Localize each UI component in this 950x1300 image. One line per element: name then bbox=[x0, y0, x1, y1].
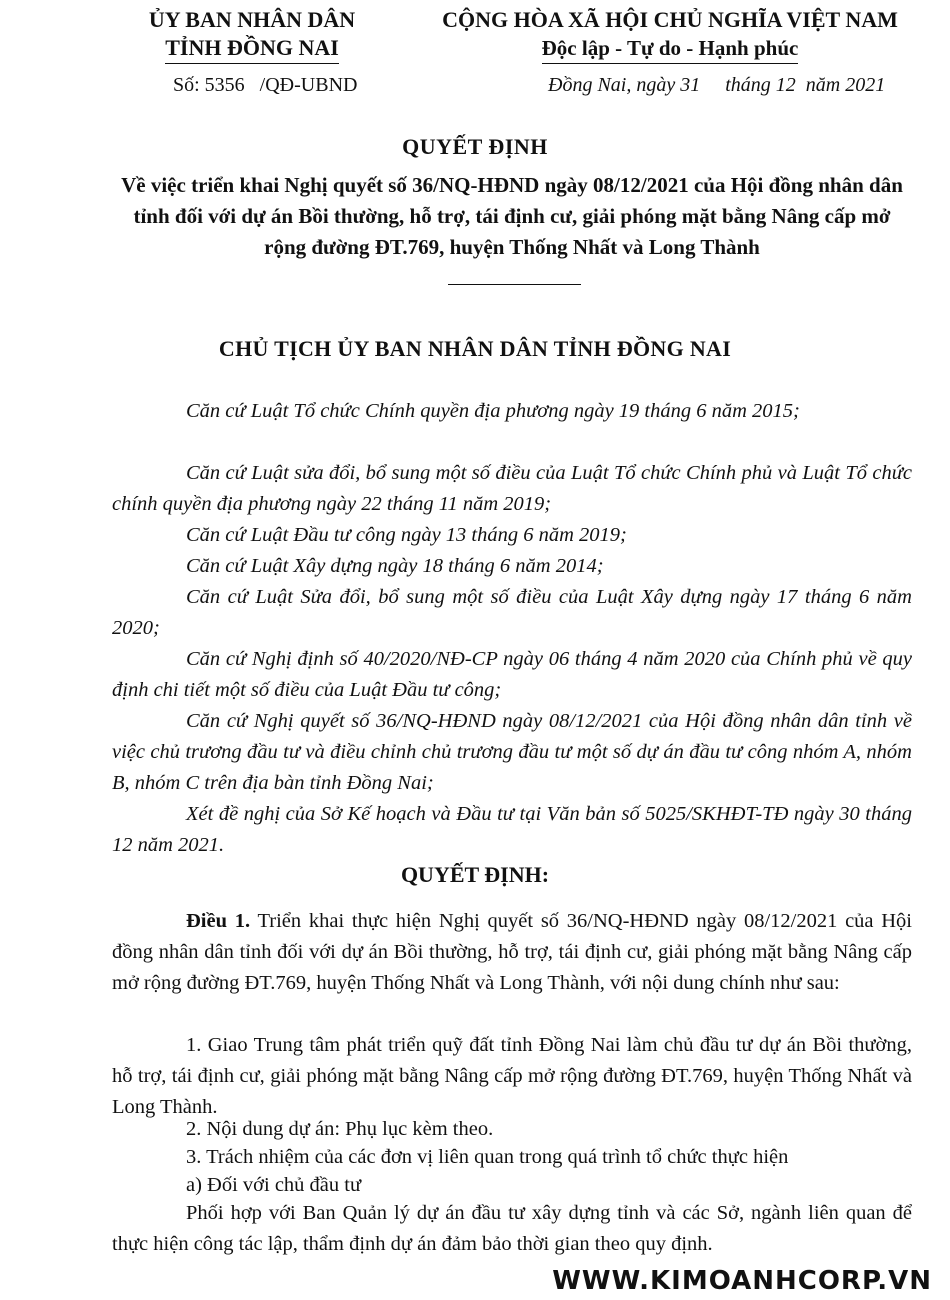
article-1-item-3a-text: Phối hợp với Ban Quản lý dự án đầu tư xây dựng tỉnh và các Sở, ngành liên quan để thực hiện công tác lập, thẩm định dự án đảm bảo thời gian theo quy định. bbox=[112, 1202, 912, 1255]
decision-heading: QUYẾT ĐỊNH: bbox=[400, 862, 550, 887]
national-motto-block bbox=[420, 6, 920, 64]
issuer-line-2: TỈNH ĐỒNG NAI bbox=[165, 34, 339, 64]
article-1-text: Triển khai thực hiện Nghị quyết số 36/NQ-HĐND ngày 08/12/2021 của Hội đồng nhân dân tỉnh đối với dự án Bồi thường, hỗ trợ, tái định cư, giải phóng mặt bằng Nâng cấp mở rộng đường ĐT.769, huyện Thống Nhất và Long Thành, với nội dung chính như sau: bbox=[112, 910, 912, 994]
issuer-line-1: ỦY BAN NHÂN DÂN bbox=[148, 7, 356, 32]
country-name: CỘNG HÒA XÃ HỘI CHỦ NGHĨA VIỆT NAM bbox=[442, 7, 898, 32]
legal-basis-5: Căn cứ Luật Sửa đổi, bổ sung một số điều của Luật Xây dựng ngày 17 tháng 6 năm 2020; bbox=[112, 586, 912, 639]
website-watermark: WWW.KIMOANHCORP.VN bbox=[552, 1266, 932, 1296]
document-title: QUYẾT ĐỊNH bbox=[402, 134, 548, 159]
article-1-label: Điều 1. bbox=[186, 910, 251, 932]
authority-heading: CHỦ TỊCH ỦY BAN NHÂN DÂN TỈNH ĐỒNG NAI bbox=[218, 336, 732, 361]
legal-basis-6: Căn cứ Nghị định số 40/2020/NĐ-CP ngày 06 tháng 4 năm 2020 của Chính phủ về quy định chi tiết một số điều của Luật Đầu tư công; bbox=[112, 648, 912, 701]
legal-basis-2: Căn cứ Luật sửa đổi, bổ sung một số điều của Luật Tổ chức Chính phủ và Luật Tổ chức chính quyền địa phương ngày 22 tháng 11 năm 2019; bbox=[112, 462, 912, 515]
article-1 bbox=[112, 906, 912, 999]
legal-basis-1: Căn cứ Luật Tổ chức Chính quyền địa phương ngày 19 tháng 6 năm 2015; bbox=[186, 400, 800, 422]
legal-basis-3: Căn cứ Luật Đầu tư công ngày 13 tháng 6 năm 2019; bbox=[186, 524, 627, 546]
article-1-item-3a: a) Đối với chủ đầu tư bbox=[186, 1174, 362, 1196]
document-number: Số: 5356 /QĐ-UBND bbox=[173, 74, 358, 96]
document-date: Đồng Nai, ngày 31 tháng 12 năm 2021 bbox=[548, 74, 886, 96]
subject-underline bbox=[448, 284, 581, 285]
article-1-item-2: 2. Nội dung dự án: Phụ lục kèm theo. bbox=[186, 1118, 494, 1140]
legal-basis-8: Xét đề nghị của Sở Kế hoạch và Đầu tư tại Văn bản số 5025/SKHĐT-TĐ ngày 30 tháng 12 năm 2021. bbox=[112, 803, 912, 856]
article-1-item-3: 3. Trách nhiệm của các đơn vị liên quan trong quá trình tổ chức thực hiện bbox=[186, 1146, 789, 1168]
legal-basis-7: Căn cứ Nghị quyết số 36/NQ-HĐND ngày 08/12/2021 của Hội đồng nhân dân tỉnh về việc chủ trương đầu tư và điều chỉnh chủ trương đầu tư một số dự án đầu tư công nhóm A, nhóm B, nhóm C trên địa bàn tỉnh Đồng Nai; bbox=[112, 710, 912, 794]
legal-basis-4: Căn cứ Luật Xây dựng ngày 18 tháng 6 năm 2014; bbox=[186, 555, 604, 577]
issuer-block bbox=[112, 6, 392, 64]
document-subject: Về việc triển khai Nghị quyết số 36/NQ-HĐND ngày 08/12/2021 của Hội đồng nhân dân tỉnh đối với dự án Bồi thường, hỗ trợ, tái định cư, giải phóng mặt bằng Nâng cấp mở rộng đường ĐT.769, huyện Thống Nhất và Long Thành bbox=[121, 173, 903, 259]
national-motto: Độc lập - Tự do - Hạnh phúc bbox=[542, 34, 799, 64]
article-1-item-1: 1. Giao Trung tâm phát triển quỹ đất tỉnh Đồng Nai làm chủ đầu tư dự án Bồi thường, hỗ trợ, tái định cư, giải phóng mặt bằng Nâng cấp mở rộng đường ĐT.769, huyện Thống Nhất và Long Thành. bbox=[112, 1034, 912, 1118]
